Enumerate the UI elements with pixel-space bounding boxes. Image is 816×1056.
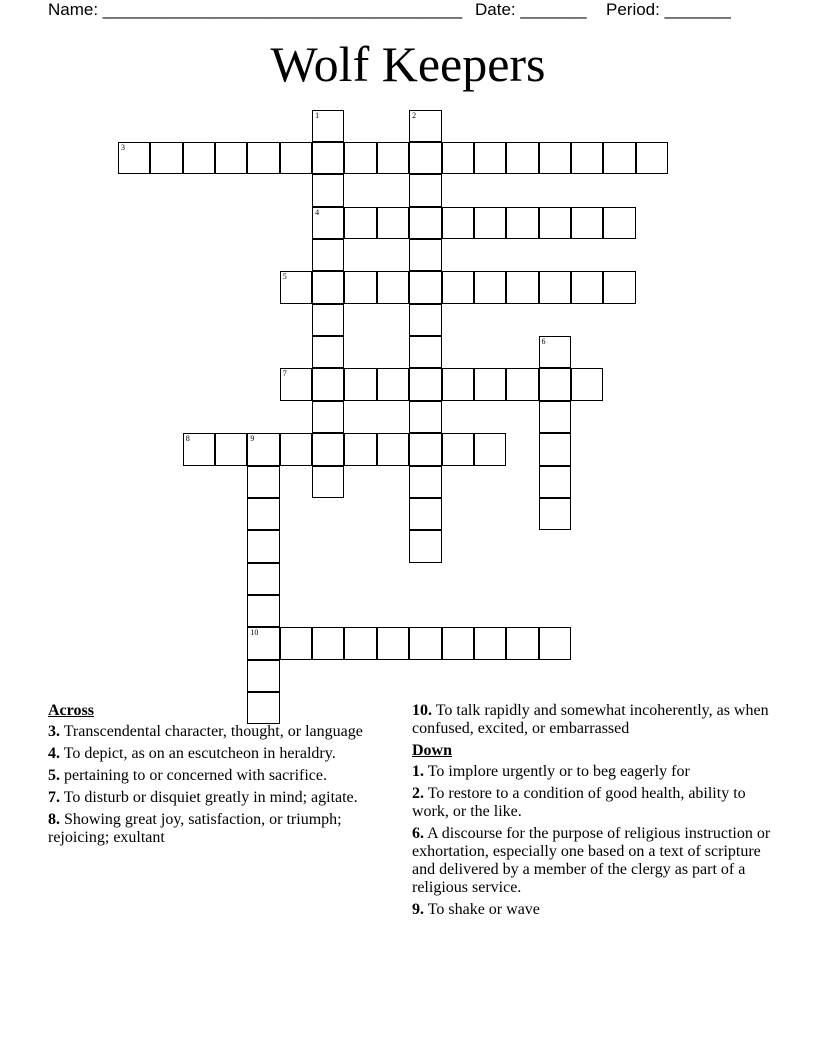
crossword-cell[interactable] bbox=[571, 207, 603, 239]
crossword-cell[interactable] bbox=[377, 627, 409, 659]
crossword-cell[interactable] bbox=[409, 271, 441, 303]
crossword-cell[interactable] bbox=[377, 433, 409, 465]
crossword-cell[interactable] bbox=[442, 627, 474, 659]
crossword-cell[interactable] bbox=[539, 207, 571, 239]
clue-number: 2. bbox=[412, 785, 424, 802]
clue-number: 4. bbox=[48, 745, 60, 762]
clue-text: To shake or wave bbox=[427, 901, 540, 918]
crossword-cell[interactable] bbox=[312, 239, 344, 271]
crossword-cell[interactable] bbox=[409, 466, 441, 498]
crossword-cell[interactable] bbox=[183, 142, 215, 174]
clue-across-5 bbox=[48, 767, 380, 785]
crossword-cell[interactable] bbox=[442, 368, 474, 400]
clue-number-label: 7 bbox=[282, 369, 287, 379]
crossword-cell[interactable] bbox=[442, 271, 474, 303]
clue-down-6 bbox=[412, 825, 772, 897]
crossword-cell[interactable] bbox=[571, 271, 603, 303]
crossword-cell[interactable] bbox=[571, 142, 603, 174]
crossword-cell[interactable] bbox=[377, 207, 409, 239]
crossword-cell[interactable] bbox=[247, 142, 279, 174]
crossword-cell[interactable] bbox=[539, 498, 571, 530]
crossword-cell[interactable] bbox=[247, 595, 279, 627]
crossword-cell[interactable] bbox=[312, 627, 344, 659]
crossword-cell[interactable] bbox=[603, 142, 635, 174]
crossword-cell-1[interactable] bbox=[312, 110, 344, 142]
crossword-cell[interactable] bbox=[312, 142, 344, 174]
crossword-cell[interactable] bbox=[442, 142, 474, 174]
clue-across-10 bbox=[412, 702, 772, 738]
crossword-cell[interactable] bbox=[247, 466, 279, 498]
clue-number-label: 10 bbox=[250, 628, 259, 638]
clue-text: To restore to a condition of good health, ability to work, or the like. bbox=[412, 785, 746, 820]
down-heading: Down bbox=[412, 742, 453, 759]
clue-number: 8. bbox=[48, 811, 60, 828]
clue-text: To implore urgently or to beg eagerly for bbox=[427, 763, 690, 780]
page-title: Wolf Keepers bbox=[270, 36, 546, 92]
crossword-cell[interactable] bbox=[474, 207, 506, 239]
period-field[interactable]: Period: _______ bbox=[606, 0, 731, 19]
clue-number-label: 1 bbox=[315, 110, 320, 120]
crossword-cell-6[interactable] bbox=[539, 336, 571, 368]
crossword-cell[interactable] bbox=[409, 239, 441, 271]
crossword-cell[interactable] bbox=[539, 433, 571, 465]
crossword-cell[interactable] bbox=[539, 271, 571, 303]
crossword-cell[interactable] bbox=[409, 627, 441, 659]
clue-text: Transcendental character, thought, or language bbox=[63, 723, 363, 740]
crossword-cell[interactable] bbox=[247, 530, 279, 562]
crossword-cell[interactable] bbox=[409, 174, 441, 206]
clue-number: 6. bbox=[412, 825, 424, 842]
crossword-cell[interactable] bbox=[312, 271, 344, 303]
crossword-cell[interactable] bbox=[474, 271, 506, 303]
clue-number: 1. bbox=[412, 763, 424, 780]
crossword-cell[interactable] bbox=[409, 498, 441, 530]
crossword-cell[interactable] bbox=[150, 142, 182, 174]
crossword-cell[interactable] bbox=[539, 401, 571, 433]
crossword-cell[interactable] bbox=[539, 466, 571, 498]
crossword-cell[interactable] bbox=[377, 368, 409, 400]
across-heading: Across bbox=[48, 702, 94, 719]
crossword-cell[interactable] bbox=[474, 368, 506, 400]
clue-number-label: 2 bbox=[412, 110, 417, 120]
crossword-cell[interactable] bbox=[539, 627, 571, 659]
crossword-cell[interactable] bbox=[409, 207, 441, 239]
crossword-cell[interactable] bbox=[636, 142, 668, 174]
crossword-cell[interactable] bbox=[506, 368, 538, 400]
crossword-cell[interactable] bbox=[474, 142, 506, 174]
clue-number-label: 5 bbox=[282, 272, 287, 282]
crossword-cell-8[interactable] bbox=[183, 433, 215, 465]
crossword-cell[interactable] bbox=[344, 368, 376, 400]
crossword-cell[interactable] bbox=[247, 660, 279, 692]
clue-text: Showing great joy, satisfaction, or triumph; rejoicing; exultant bbox=[48, 811, 342, 846]
crossword-cell[interactable] bbox=[506, 271, 538, 303]
crossword-cell[interactable] bbox=[312, 336, 344, 368]
clue-across-4 bbox=[48, 745, 380, 763]
clue-down-9 bbox=[412, 901, 772, 919]
crossword-cell[interactable] bbox=[344, 207, 376, 239]
clue-number-label: 4 bbox=[315, 207, 320, 217]
clue-number: 9. bbox=[412, 901, 424, 918]
name-field[interactable]: Name: ______________________________________ bbox=[48, 0, 463, 19]
clue-text: To depict, as on an escutcheon in heraldry. bbox=[63, 745, 336, 762]
crossword-cell[interactable] bbox=[571, 368, 603, 400]
crossword-cell[interactable] bbox=[409, 433, 441, 465]
crossword-cell[interactable] bbox=[280, 142, 312, 174]
crossword-cell[interactable] bbox=[409, 368, 441, 400]
crossword-cell[interactable] bbox=[312, 466, 344, 498]
crossword-cell[interactable] bbox=[215, 142, 247, 174]
crossword-cell-5[interactable] bbox=[280, 271, 312, 303]
clue-text: pertaining to or concerned with sacrifice. bbox=[64, 767, 327, 784]
crossword-cell-4[interactable] bbox=[312, 207, 344, 239]
crossword-cell[interactable] bbox=[312, 304, 344, 336]
crossword-cell[interactable] bbox=[344, 627, 376, 659]
clue-number-label: 6 bbox=[541, 337, 546, 347]
crossword-cell-7[interactable] bbox=[280, 368, 312, 400]
crossword-cell[interactable] bbox=[247, 563, 279, 595]
crossword-cell[interactable] bbox=[506, 142, 538, 174]
clue-text: To talk rapidly and somewhat incoherently, as when confused, excited, or embarrassed bbox=[412, 702, 769, 737]
crossword-cell[interactable] bbox=[539, 142, 571, 174]
clues-left-column bbox=[48, 702, 380, 851]
clues-right-column bbox=[412, 702, 772, 923]
clue-across-8 bbox=[48, 811, 380, 847]
clue-text: A discourse for the purpose of religious instruction or exhortation, especially one based on a text of scripture and delivered by a member of the clergy as part of a religious service. bbox=[412, 825, 771, 896]
clue-number: 5. bbox=[48, 767, 60, 784]
crossword-cell[interactable] bbox=[312, 433, 344, 465]
crossword-cell[interactable] bbox=[409, 304, 441, 336]
crossword-cell[interactable] bbox=[474, 627, 506, 659]
crossword-cell[interactable] bbox=[442, 433, 474, 465]
clue-down-1 bbox=[412, 763, 772, 781]
crossword-cell[interactable] bbox=[603, 207, 635, 239]
clue-number: 7. bbox=[48, 789, 60, 806]
crossword-cell[interactable] bbox=[377, 142, 409, 174]
crossword-cell[interactable] bbox=[409, 336, 441, 368]
crossword-cell[interactable] bbox=[344, 433, 376, 465]
crossword-cell[interactable] bbox=[409, 530, 441, 562]
crossword-cell[interactable] bbox=[312, 368, 344, 400]
crossword-cell[interactable] bbox=[409, 142, 441, 174]
crossword-cell[interactable] bbox=[409, 401, 441, 433]
crossword-cell[interactable] bbox=[442, 207, 474, 239]
clue-text: To disturb or disquiet greatly in mind; agitate. bbox=[63, 789, 358, 806]
crossword-cell[interactable] bbox=[344, 142, 376, 174]
clue-number-label: 3 bbox=[121, 143, 125, 152]
clue-across-7 bbox=[48, 789, 380, 807]
crossword-cell[interactable] bbox=[215, 433, 247, 465]
crossword-cell[interactable] bbox=[506, 627, 538, 659]
clue-number: 3. bbox=[48, 723, 60, 740]
crossword-cell-10[interactable] bbox=[247, 627, 279, 659]
crossword-cell[interactable] bbox=[603, 271, 635, 303]
crossword-cell[interactable] bbox=[344, 271, 376, 303]
clue-across-3 bbox=[48, 723, 380, 741]
date-field[interactable]: Date: _______ bbox=[475, 0, 587, 19]
clue-number-label: 8 bbox=[185, 434, 190, 444]
crossword-cell[interactable] bbox=[312, 401, 344, 433]
crossword-cell[interactable] bbox=[247, 498, 279, 530]
crossword-cell[interactable] bbox=[539, 368, 571, 400]
clue-number: 10. bbox=[412, 702, 432, 719]
clue-number-label: 9 bbox=[250, 434, 255, 444]
crossword-cell[interactable] bbox=[377, 271, 409, 303]
crossword-cell[interactable] bbox=[474, 433, 506, 465]
crossword-cell[interactable] bbox=[506, 207, 538, 239]
clue-down-2 bbox=[412, 785, 772, 821]
crossword-cell-3[interactable] bbox=[118, 142, 150, 174]
crossword-cell[interactable] bbox=[280, 433, 312, 465]
crossword-cell[interactable] bbox=[280, 627, 312, 659]
crossword-cell[interactable] bbox=[312, 174, 344, 206]
crossword-cell-2[interactable] bbox=[409, 110, 441, 142]
crossword-cell-9[interactable] bbox=[247, 433, 279, 465]
